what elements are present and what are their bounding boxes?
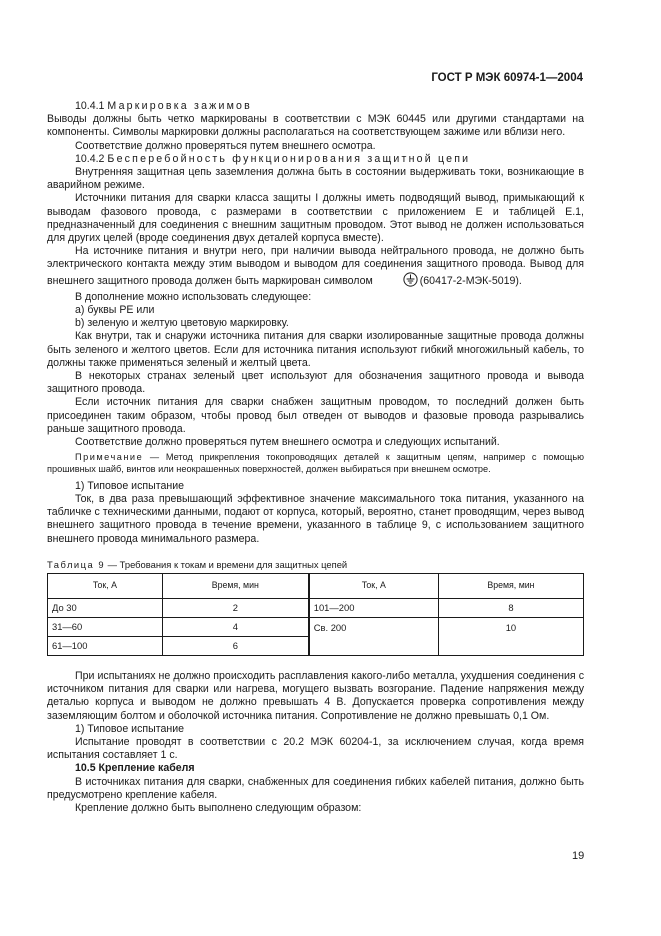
- paragraph: Источники питания для сварки класса защиты I должны иметь подводящий вывод, примыкающий к выводам фазового провода, с размерами в соответствии с приложением Е и таблицей Е.1, предназначенный для соединения с внешним защитным проводом. Этот вывод не должен использоваться для других целей (вроде соединения двух деталей корпуса вместе).: [47, 192, 584, 245]
- column-header-current: Ток, А: [309, 573, 439, 598]
- table-cell: 31—60: [48, 617, 163, 636]
- paragraph: При испытаниях не должно происходить расплавления какого-либо металла, ухудшения соединения с источником питания для сварки или нагрева, могущего вызвать возгорание. Падение напряжения между деталью корпуса и выводом не должно превышать 4 В. Допускается проверка сопротивления между заземляющим болтом и оболочкой источника питания. Сопротивление не должно превышать 0,1 Ом.: [47, 669, 584, 722]
- paragraph: В дополнение можно использовать следующее:: [75, 290, 312, 303]
- paragraph: В источниках питания для сварки, снабженных для соединения гибких кабелей питания, должно быть предусмотрено крепление кабеля.: [47, 775, 584, 801]
- table-cell: 8: [438, 598, 583, 617]
- note: [47, 451, 584, 475]
- table-cell: 101—200: [309, 598, 439, 617]
- table-cell: Св. 200: [309, 617, 439, 655]
- note-label: Примечание: [75, 452, 144, 463]
- paragraph: В некоторых странах зеленый цвет используют для обозначения защитного провода и вывода защитного провода.: [47, 370, 584, 396]
- note-text: — Метод прикрепления токопроводящих деталей к защитным цепям, например с помощью прошивных шайб, винтов или неокрашенных поверхностей, должен выбираться при внешнем осмотре.: [47, 452, 584, 475]
- paragraph: Как внутри, так и снаружи источника питания для сварки изолированные защитные провода должны быть зеленого и желтого цветов. Если для источника питания используют гибкий многожильный кабель, то должны также применяться зеленый и желтый цвета.: [47, 330, 584, 369]
- table-header-row: [48, 573, 584, 598]
- table-cell: До 30: [48, 598, 163, 617]
- paragraph: Если источник питания для сварки снабжен защитным проводом, то последний должен быть присоединен таким образом, чтобы провод был отведен от выводов и фазовые провода разрывались раньше защитного провода.: [47, 396, 584, 435]
- table-title: — Требования к токам и времени для защитных цепей: [105, 558, 348, 570]
- table-row: [48, 598, 584, 617]
- table-caption: [47, 558, 584, 571]
- paragraph-text: (60417-2-МЭК-5019).: [419, 274, 522, 287]
- section-number: 10.4.1: [75, 100, 105, 112]
- paragraph: Соответствие должно проверяться путем внешнего осмотра.: [75, 139, 376, 152]
- document-header: ГОСТ Р МЭК 60974-1—2004: [431, 72, 583, 84]
- paragraph: Внутренняя защитная цепь заземления должна быть в состоянии выдерживать токи, возникающие в аварийном режиме.: [47, 166, 584, 192]
- table-cell: 6: [162, 636, 308, 655]
- paragraph: Выводы должны быть четко маркированы в соответствии с МЭК 60445 или другими стандартами на компоненты. Символы маркировки должны располагаться на соответствующем зажиме или вблизи него.: [47, 113, 584, 139]
- page-number: 19: [572, 850, 585, 862]
- section-title: Маркировка зажимов: [107, 100, 252, 112]
- list-item: a) буквы РЕ или: [75, 304, 155, 317]
- list-item: b) зеленую и желтую цветовую маркировку.: [75, 317, 289, 330]
- paragraph: Ток, в два раза превышающий эффективное значение максимального тока питания, указанного на табличке с техническими данными, подают от корпуса, который, вероятно, станет проводящим, через вывод внешнего защитного провода в течение времени, указанного в таблице 9, с использованием защитного внешнего провода минимального размера.: [47, 492, 584, 545]
- section-title: Бесперебойность функционирования защитной цепи: [107, 152, 471, 165]
- paragraph: Испытание проводят в соответствии с 20.2 МЭК 60204-1, за исключением случая, когда время испытания составляет 1 с.: [47, 735, 584, 762]
- paragraph: Соответствие должно проверяться путем внешнего осмотра и следующих испытаний.: [75, 436, 500, 449]
- protective-earth-icon: [375, 272, 418, 291]
- paragraph: Крепление должно быть выполнено следующим образом:: [75, 801, 362, 814]
- table-cell: 10: [438, 617, 583, 655]
- table-label: Таблица 9: [47, 558, 106, 570]
- table-cell: 2: [162, 598, 308, 617]
- section-heading-10-4-2: [47, 153, 584, 166]
- table-cell: 4: [162, 617, 308, 636]
- page-content: [47, 100, 584, 815]
- section-number: 10.4.2: [75, 152, 105, 165]
- column-header-current: Ток, А: [48, 573, 163, 598]
- table-cell: 61—100: [48, 636, 163, 655]
- paragraph: [47, 245, 584, 291]
- column-header-time: Время, мин: [438, 573, 583, 598]
- table-row: [48, 617, 584, 636]
- test-heading: 1) Типовое испытание: [75, 479, 184, 492]
- requirements-table: [47, 573, 584, 656]
- paragraph-text: На источнике питания и внутри него, при наличии вывода нейтрального провода, не должно быть электрического контакта между этим выводом и выводом для соединения защитного провода. Вывод для внешнего защитного провода должен быть маркирован символом: [47, 245, 584, 287]
- test-heading: 1) Типовое испытание: [75, 722, 184, 735]
- section-heading-10-5: 10.5 Крепление кабеля: [75, 762, 195, 775]
- column-header-time: Время, мин: [162, 573, 308, 598]
- section-heading-10-4-1: [47, 100, 584, 113]
